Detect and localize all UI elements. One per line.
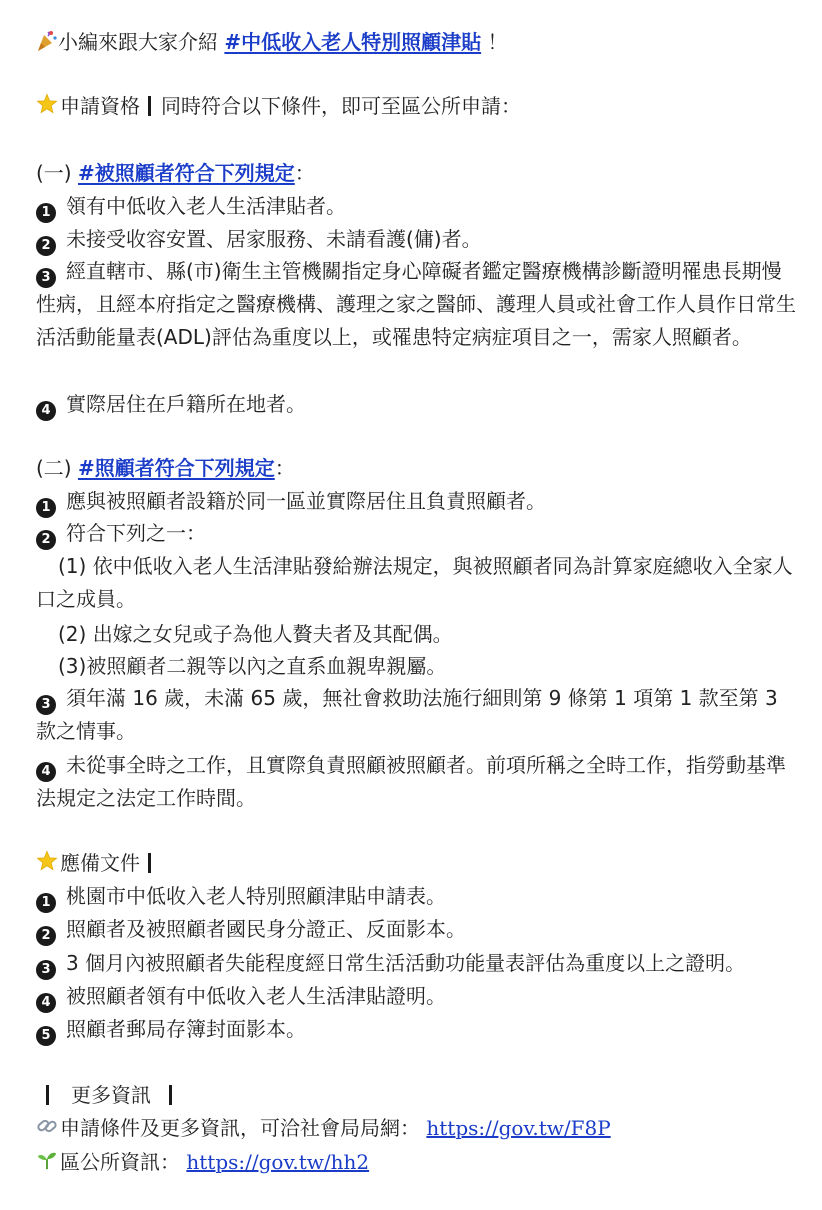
link-row-district-office — [36, 1146, 369, 1178]
link-icon — [36, 1115, 60, 1139]
list-item-text: 須年滿 16 歲，未滿 65 歲，無社會救助法施行細則第 9 條第 1 項第 1 款至第 3 款之情事。 — [36, 686, 778, 743]
list-item — [36, 485, 546, 518]
eligibility-title: 申請資格 — [60, 94, 140, 118]
divider-bar — [148, 96, 151, 116]
link1-label: 申請條件及更多資訊，可洽社會局局網： — [60, 1116, 420, 1140]
list-item — [36, 880, 446, 913]
list-item — [36, 190, 346, 223]
number-badge: 3 — [36, 695, 56, 715]
list-item-text: 未接受收容安置、居家服務、未請看護(傭)者。 — [66, 227, 482, 251]
intro-suffix: ！ — [481, 30, 508, 54]
list-item-text: 3 個月內被照顧者失能程度經日常生活活動功能量表評估為重度以上之證明。 — [66, 951, 746, 975]
link2-label: 區公所資訊： — [60, 1150, 180, 1174]
sub-list-item: (3)被照顧者二親等以內之直系血親卑親屬。 — [58, 654, 447, 678]
documents-heading — [36, 847, 161, 879]
intro-prefix: 小編來跟大家介紹 — [58, 30, 225, 54]
hashtag-link-care-recipient[interactable]: #被照顧者符合下列規定 — [77, 161, 295, 185]
seedling-icon — [36, 1149, 60, 1173]
list-item-text: 照顧者郵局存簿封面影本。 — [66, 1017, 306, 1041]
list-item — [36, 223, 482, 256]
list-item — [36, 913, 466, 946]
number-badge: 2 — [36, 530, 56, 550]
list-item — [36, 749, 798, 815]
list-item — [36, 947, 745, 980]
list-item-text: 應與被照顧者設籍於同一區並實際居住且負責照顧者。 — [66, 489, 546, 513]
number-badge: 5 — [36, 1026, 56, 1046]
divider-bar — [169, 1085, 172, 1105]
link-row-social-affairs — [36, 1112, 611, 1144]
number-badge: 4 — [36, 993, 56, 1013]
list-item — [36, 388, 306, 421]
number-badge: 2 — [36, 926, 56, 946]
sub-list-item: (1) 依中低收入老人生活津貼發給辦法規定，與被照顧者同為計算家庭總收入全家人口之成員。 — [36, 554, 793, 611]
list-item-text: 實際居住在戶籍所在地者。 — [66, 392, 306, 416]
list-item-text: 桃園市中低收入老人特別照顧津貼申請表。 — [66, 884, 446, 908]
number-badge: 3 — [36, 268, 56, 288]
list-item-text: 照顧者及被照顧者國民身分證正、反面影本。 — [66, 917, 466, 941]
district-office-link[interactable]: https://gov.tw/hh2 — [186, 1150, 370, 1174]
list-item-text: 被照顧者領有中低收入老人生活津貼證明。 — [66, 984, 446, 1008]
list-item-text: 未從事全時之工作，且實際負責照顧被照顧者。前項所稱之全時工作，指勞動基準法規定之法定工作時間。 — [36, 753, 786, 810]
star-icon — [36, 850, 60, 874]
eligibility-heading — [36, 90, 521, 122]
section2-colon: ： — [274, 456, 295, 480]
number-badge: 1 — [36, 498, 56, 518]
list-item — [36, 517, 206, 550]
section2-heading — [36, 452, 295, 484]
more-info-title: 更多資訊 — [71, 1083, 151, 1107]
number-badge: 4 — [36, 401, 56, 421]
number-badge: 3 — [36, 960, 56, 980]
star-icon — [36, 93, 60, 117]
divider-bar — [46, 1085, 49, 1105]
list-item — [36, 1013, 306, 1046]
list-item — [36, 980, 446, 1013]
hashtag-link-caregiver[interactable]: #照顧者符合下列規定 — [77, 456, 275, 480]
list-item — [36, 255, 798, 353]
sub-list-item: (2) 出嫁之女兒或子為他人贅夫者及其配偶。 — [58, 622, 453, 646]
number-badge: 4 — [36, 762, 56, 782]
documents-title: 應備文件 — [60, 851, 140, 875]
section1-label: (一) — [36, 161, 78, 185]
section1-heading — [36, 157, 315, 189]
intro-line — [36, 26, 507, 58]
list-item — [36, 682, 798, 748]
list-item-text: 符合下列之一： — [66, 521, 206, 545]
hashtag-link-allowance[interactable]: #中低收入老人特別照顧津貼 — [224, 30, 482, 54]
party-popper-icon — [36, 29, 58, 53]
more-info-heading — [36, 1079, 182, 1111]
eligibility-desc: 同時符合以下條件，即可至區公所申請： — [161, 94, 521, 118]
number-badge: 1 — [36, 893, 56, 913]
social-affairs-link[interactable]: https://gov.tw/F8P — [426, 1116, 611, 1140]
list-item-text: 經直轄市、縣(市)衛生主管機關指定身心障礙者鑑定醫療機構診斷證明罹患長期慢性病，且經本府指定之醫療機構、護理之家之醫師、護理人員或社會工作人員作日常生活活動能量表(ADL)評估為重度以上，或罹患特定病症項目之一，需家人照顧者。 — [36, 259, 796, 349]
list-item-text: 領有中低收入老人生活津貼者。 — [66, 194, 346, 218]
number-badge: 1 — [36, 203, 56, 223]
section2-label: (二) — [36, 456, 78, 480]
number-badge: 2 — [36, 236, 56, 256]
divider-bar — [148, 853, 151, 873]
section1-colon: ： — [294, 161, 315, 185]
